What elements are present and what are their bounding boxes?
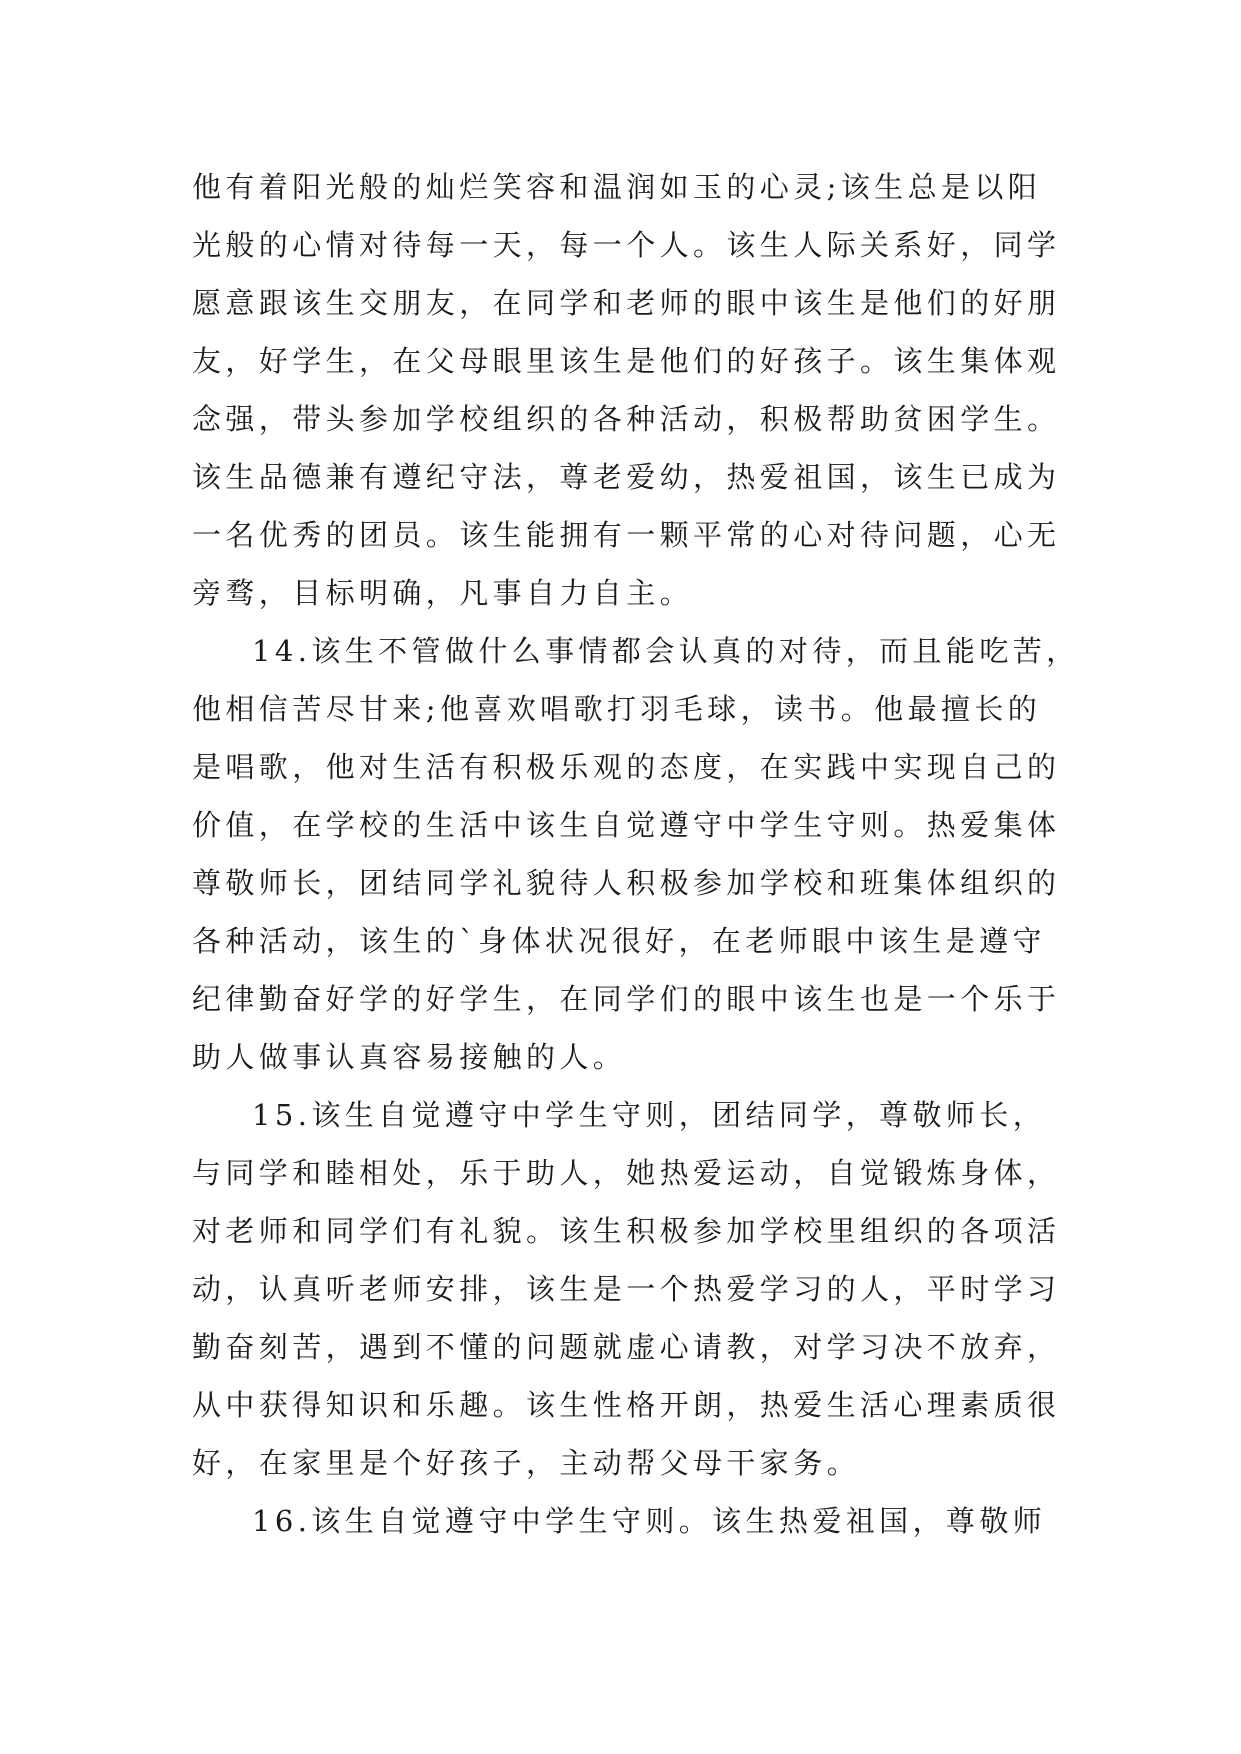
text-line: 从中获得知识和乐趣。该生性格开朗，热爱生活心理素质很 bbox=[192, 1388, 1061, 1422]
text-line: 各种活动，该生的`身体状况很好，在老师眼中该生是遵守 bbox=[192, 924, 1046, 958]
text-line: 勤奋刻苦，遇到不懂的问题就虚心请教，对学习决不放弃， bbox=[192, 1330, 1061, 1364]
text-line: 念强，带头参加学校组织的各种活动，积极帮助贫困学生。 bbox=[192, 402, 1061, 436]
text-line: 助人做事认真容易接触的人。 bbox=[192, 1040, 627, 1074]
text-line: 愿意跟该生交朋友，在同学和老师的眼中该生是他们的好朋 bbox=[192, 286, 1061, 320]
text-line: 是唱歌，他对生活有积极乐观的态度，在实践中实现自己的 bbox=[192, 750, 1061, 784]
text-line: 好，在家里是个好孩子，主动帮父母干家务。 bbox=[192, 1446, 861, 1480]
text-line: 该生品德兼有遵纪守法，尊老爱幼，热爱祖国，该生已成为 bbox=[192, 460, 1061, 494]
paragraph-16-start: 16.该生自觉遵守中学生守则。该生热爱祖国，尊敬师 bbox=[252, 1504, 1047, 1538]
text-line: 价值，在学校的生活中该生自觉遵守中学生守则。热爱集体 bbox=[192, 808, 1061, 842]
text-line: 动，认真听老师安排，该生是一个热爱学习的人，平时学习 bbox=[192, 1272, 1061, 1306]
text-line: 友，好学生，在父母眼里该生是他们的好孩子。该生集体观 bbox=[192, 344, 1061, 378]
text-line: 与同学和睦相处，乐于助人，她热爱运动，自觉锻炼身体， bbox=[192, 1156, 1061, 1190]
paragraph-14-start: 14.该生不管做什么事情都会认真的对待，而且能吃苦， bbox=[252, 634, 1080, 668]
text-line: 他相信苦尽甘来;他喜欢唱歌打羽毛球，读书。他最擅长的 bbox=[192, 692, 1042, 726]
text-line: 纪律勤奋好学的好学生，在同学们的眼中该生也是一个乐于 bbox=[192, 982, 1061, 1016]
text-line: 对老师和同学们有礼貌。该生积极参加学校里组织的各项活 bbox=[192, 1214, 1061, 1248]
text-line: 光般的心情对待每一天，每一个人。该生人际关系好，同学 bbox=[192, 228, 1061, 262]
text-line: 他有着阳光般的灿烂笑容和温润如玉的心灵;该生总是以阳 bbox=[192, 170, 1042, 204]
paragraph-15-start: 15.该生自觉遵守中学生守则，团结同学，尊敬师长， bbox=[252, 1098, 1047, 1132]
text-line: 旁骛，目标明确，凡事自力自主。 bbox=[192, 576, 694, 610]
text-line: 尊敬师长，团结同学礼貌待人积极参加学校和班集体组织的 bbox=[192, 866, 1061, 900]
text-line: 一名优秀的团员。该生能拥有一颗平常的心对待问题，心无 bbox=[192, 518, 1061, 552]
